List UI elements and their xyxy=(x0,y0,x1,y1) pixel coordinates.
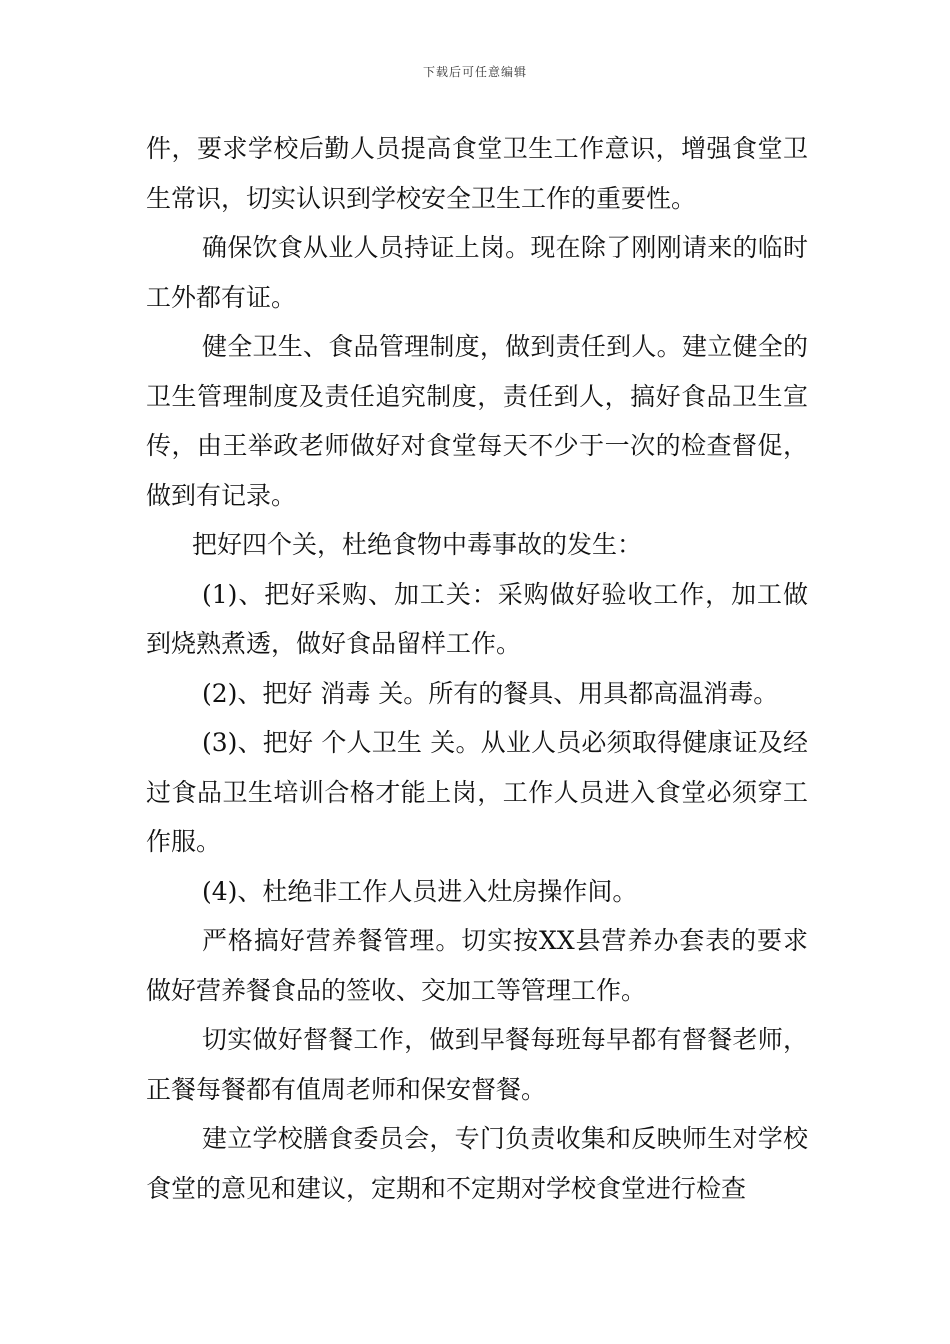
paragraph-5: (1)、把好采购、加工关：采购做好验收工作，加工做到烧熟煮透，做好食品留样工作。 xyxy=(146,579,808,658)
paragraph-3: 健全卫生、食品管理制度，做到责任到人。建立健全的卫生管理制度及责任追究制度，责任到人，搞好食品卫生宣传，由王举政老师做好对食堂每天不少于一次的检查督促，做到有记录。 xyxy=(146,332,808,510)
paragraph-1: 件，要求学校后勤人员提高食堂卫生工作意识，增强食堂卫生常识，切实认识到学校安全卫生工作的重要性。 xyxy=(146,134,808,213)
paragraph-2: 确保饮食从业人员持证上岗。现在除了刚刚请来的临时工外都有证。 xyxy=(146,233,808,312)
paragraph-6: (2)、把好 消毒 关。所有的餐具、用具都高温消毒。 xyxy=(202,678,779,708)
page-header: 下载后可任意编辑 xyxy=(422,65,527,79)
paragraph-10: 切实做好督餐工作，做到早餐每班每早都有督餐老师，正餐每餐都有值周老师和保安督餐。 xyxy=(146,1025,808,1104)
paragraph-11: 建立学校膳食委员会，专门负责收集和反映师生对学校食堂的意见和建议，定期和不定期对学校食堂进行检查 xyxy=(146,1124,808,1203)
paragraph-9: 严格搞好营养餐管理。切实按XX县营养办套表的要求做好营养餐食品的签收、交加工等管理工作。 xyxy=(146,926,808,1005)
document-body xyxy=(146,124,808,1213)
paragraph-7: (3)、把好 个人卫生 关。从业人员必须取得健康证及经过食品卫生培训合格才能上岗，工作人员进入食堂必须穿工作服。 xyxy=(146,728,808,856)
paragraph-4: 把好四个关，杜绝食物中毒事故的发生： xyxy=(192,530,643,559)
paragraph-8: (4)、杜绝非工作人员进入灶房操作间。 xyxy=(202,876,638,906)
